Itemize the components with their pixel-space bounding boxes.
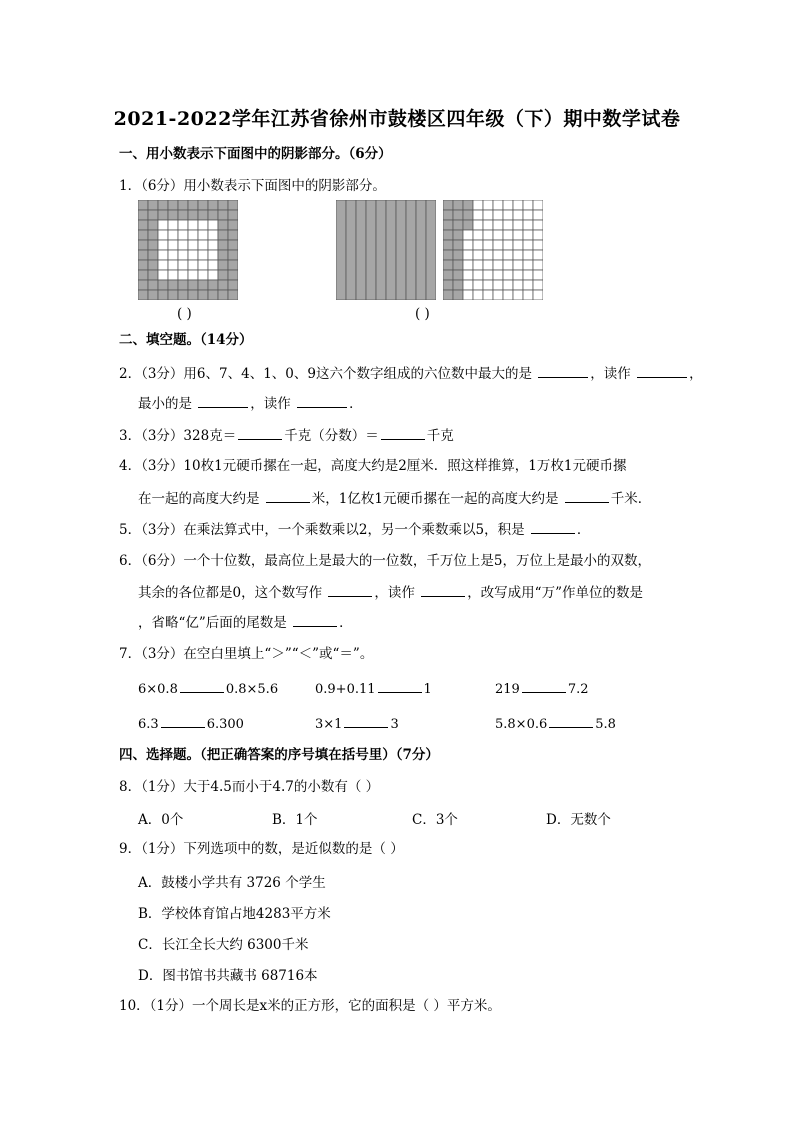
grid-cell <box>148 230 158 240</box>
grid-cell <box>198 250 208 260</box>
strip-cell <box>406 200 416 300</box>
grid-cell <box>443 220 453 230</box>
grid-cell <box>523 230 533 240</box>
grid-cell <box>483 250 493 260</box>
question-6-line3 <box>138 612 353 633</box>
q3-text-a: 3．（3分）328克＝ <box>119 428 237 444</box>
compare-blank[interactable] <box>378 678 422 693</box>
grid-cell <box>443 210 453 220</box>
compare-item <box>315 713 399 732</box>
answer-paren-left[interactable]: ( ) <box>177 306 192 322</box>
grid-cell <box>483 270 493 280</box>
grid-cell <box>228 270 238 280</box>
grid-cell <box>523 260 533 270</box>
strip-cell <box>356 200 366 300</box>
grid-cell <box>493 270 503 280</box>
grid-cell <box>503 290 513 300</box>
grid-cell <box>178 280 188 290</box>
grid-cell <box>533 280 543 290</box>
grid-cell <box>158 260 168 270</box>
grid-cell <box>523 210 533 220</box>
grid-cell <box>513 220 523 230</box>
option-a[interactable]: A．0个 <box>138 812 184 828</box>
strip-cell <box>376 200 386 300</box>
page-title: 2021-2022学年江苏省徐州市鼓楼区四年级（下）期中数学试卷 <box>113 108 681 130</box>
grid-cell <box>138 260 148 270</box>
q5-text-a: 5．（3分）在乘法算式中，一个乘数乘以2，另一个乘数乘以5，积是 <box>119 522 525 538</box>
grid-cell <box>523 200 533 210</box>
grid-cell <box>168 250 178 260</box>
answer-blank[interactable] <box>531 519 575 534</box>
question-6-line1: 6．（6分）一个十位数，最高位上是最大的一位数，千万位上是5，万位上是最小的双数， <box>119 553 652 569</box>
grid-cell <box>473 240 483 250</box>
compare-left: 6.3 <box>138 717 159 732</box>
grid-cell <box>148 210 158 220</box>
grid-cell <box>138 220 148 230</box>
grid-cell <box>513 210 523 220</box>
strip-cell <box>346 200 356 300</box>
grid-cell <box>473 220 483 230</box>
grid-cell <box>463 270 473 280</box>
grid-cell <box>198 220 208 230</box>
grid-cell <box>483 290 493 300</box>
grid-cell <box>198 270 208 280</box>
grid-cell <box>188 250 198 260</box>
grid-cell <box>208 200 218 210</box>
q2-text-e: ，读作 <box>250 396 291 412</box>
grid-cell <box>178 270 188 280</box>
grid-cell <box>228 240 238 250</box>
question-5 <box>119 519 590 540</box>
compare-right: 0.8×5.6 <box>225 682 279 697</box>
grid-cell <box>218 200 228 210</box>
grid-cell <box>138 250 148 260</box>
grid-cell <box>168 200 178 210</box>
strip-cell <box>336 200 346 300</box>
grid-cell <box>443 250 453 260</box>
grid-cell <box>513 270 523 280</box>
q5-text-b: ． <box>576 522 591 538</box>
compare-blank[interactable] <box>161 713 205 728</box>
grid-cell <box>138 270 148 280</box>
grid-cell <box>198 230 208 240</box>
grid-cell <box>218 290 228 300</box>
answer-blank[interactable] <box>565 488 609 503</box>
compare-item <box>138 713 244 732</box>
figure-grid-border <box>138 200 238 300</box>
grid-cell <box>178 210 188 220</box>
q3-text-c: 千克 <box>426 428 454 444</box>
grid-cell <box>533 290 543 300</box>
q4-text-a: 在一起的高度大约是 <box>138 491 260 507</box>
q2-text-c: ， <box>689 366 703 382</box>
compare-left: 0.9+0.11 <box>315 682 376 697</box>
grid-cell <box>503 270 513 280</box>
compare-left: 219 <box>495 682 520 697</box>
grid-cell <box>148 260 158 270</box>
grid-cell <box>513 290 523 300</box>
grid-cell <box>208 210 218 220</box>
grid-cell <box>218 240 228 250</box>
grid-cell <box>148 220 158 230</box>
grid-cell <box>493 230 503 240</box>
grid-cell <box>453 260 463 270</box>
grid-cell <box>463 200 473 210</box>
grid-cell <box>168 270 178 280</box>
grid-cell <box>228 260 238 270</box>
compare-right: 3 <box>390 717 399 732</box>
grid-cell <box>473 200 483 210</box>
grid-cell <box>443 240 453 250</box>
answer-blank[interactable] <box>637 363 687 378</box>
question-3 <box>119 425 454 446</box>
grid-cell <box>443 230 453 240</box>
option-a[interactable]: A．鼓楼小学共有 3726 个学生 <box>138 875 326 891</box>
answer-blank[interactable] <box>421 582 465 597</box>
grid-cell <box>483 260 493 270</box>
grid-cell <box>463 250 473 260</box>
option-c[interactable]: C．3个 <box>412 812 458 828</box>
compare-blank[interactable] <box>344 713 388 728</box>
grid-cell <box>228 210 238 220</box>
grid-cell <box>453 290 463 300</box>
question-6-line2 <box>138 582 643 603</box>
grid-cell <box>463 230 473 240</box>
grid-cell <box>158 250 168 260</box>
q4-text-b: 米，1亿枚1元硬币摞在一起的高度大约是 <box>311 491 559 507</box>
q6-text-d: ，省略“亿”后面的尾数是 <box>138 615 287 631</box>
compare-left: 5.8×0.6 <box>495 717 548 732</box>
grid-cell <box>138 290 148 300</box>
grid-cell <box>493 200 503 210</box>
grid-cell <box>158 290 168 300</box>
grid-cell <box>218 230 228 240</box>
strip-cell <box>366 200 376 300</box>
answer-blank[interactable] <box>297 393 347 408</box>
grid-cell <box>228 280 238 290</box>
option-c[interactable]: C．长江全长大约 6300千米 <box>138 937 309 953</box>
grid-cell <box>463 220 473 230</box>
grid-cell <box>513 280 523 290</box>
grid-cell <box>473 260 483 270</box>
grid-cell <box>493 250 503 260</box>
grid-cell <box>493 290 503 300</box>
grid-cell <box>533 200 543 210</box>
section-heading-1: 一、用小数表示下面图中的阴影部分。（6分） <box>119 146 392 162</box>
answer-blank[interactable] <box>328 582 372 597</box>
question-1-text: 1．（6分）用小数表示下面图中的阴影部分。 <box>119 178 386 194</box>
grid-cell <box>483 210 493 220</box>
grid-cell <box>443 270 453 280</box>
grid-cell <box>523 240 533 250</box>
grid-cell <box>188 230 198 240</box>
grid-cell <box>483 200 493 210</box>
grid-cell <box>168 260 178 270</box>
grid-cell <box>513 230 523 240</box>
grid-cell <box>198 210 208 220</box>
answer-blank[interactable] <box>266 488 310 503</box>
grid-cell <box>463 290 473 300</box>
grid-cell <box>503 200 513 210</box>
grid-cell <box>533 270 543 280</box>
option-b[interactable]: B．学校体育馆占地4283平方米 <box>138 906 331 922</box>
grid-cell <box>533 210 543 220</box>
grid-cell <box>533 240 543 250</box>
compare-item <box>138 678 278 697</box>
grid-cell <box>208 290 218 300</box>
grid-cell <box>198 240 208 250</box>
grid-cell <box>463 280 473 290</box>
grid-cell <box>443 200 453 210</box>
grid-cell <box>158 200 168 210</box>
compare-left: 3×1 <box>315 717 343 732</box>
grid-cell <box>533 260 543 270</box>
question-10-text: 10．（1分）一个周长是x米的正方形，它的面积是（ ）平方米。 <box>119 998 501 1014</box>
strip-cell <box>426 200 436 300</box>
grid-cell <box>533 220 543 230</box>
grid-cell <box>188 290 198 300</box>
grid-cell <box>453 270 463 280</box>
grid-cell <box>178 250 188 260</box>
grid-cell <box>453 220 463 230</box>
grid-cell <box>158 270 168 280</box>
grid-cell <box>483 280 493 290</box>
q4-text-c: 千米． <box>610 491 652 507</box>
grid-cell <box>178 290 188 300</box>
answer-blank[interactable] <box>381 425 425 440</box>
grid-cell <box>513 240 523 250</box>
grid-cell <box>138 240 148 250</box>
grid-cell <box>198 200 208 210</box>
grid-cell <box>178 260 188 270</box>
grid-cell <box>198 260 208 270</box>
strip-cell <box>416 200 426 300</box>
grid-cell <box>228 250 238 260</box>
grid-cell <box>453 200 463 210</box>
grid-cell <box>503 280 513 290</box>
strip-cell <box>386 200 396 300</box>
grid-cell <box>513 250 523 260</box>
grid-cell <box>158 210 168 220</box>
grid-cell <box>188 260 198 270</box>
grid-cell <box>148 280 158 290</box>
grid-cell <box>493 280 503 290</box>
grid-cell <box>188 280 198 290</box>
option-b[interactable]: B．1个 <box>272 812 318 828</box>
grid-cell <box>463 260 473 270</box>
figure-grid-partial <box>443 200 543 300</box>
compare-item <box>495 678 589 697</box>
grid-cell <box>198 280 208 290</box>
grid-cell <box>168 240 178 250</box>
grid-cell <box>483 220 493 230</box>
question-4-line2 <box>138 488 651 509</box>
grid-cell <box>218 280 228 290</box>
answer-blank[interactable] <box>238 425 282 440</box>
grid-cell <box>218 220 228 230</box>
answer-paren-right[interactable]: ( ) <box>415 306 430 322</box>
grid-cell <box>523 290 533 300</box>
q2-text-d: 最小的是 <box>138 396 192 412</box>
question-8-text: 8．（1分）大于4.5而小于4.7的小数有（ ） <box>119 779 380 795</box>
q6-text-c: ，改写成用“万”作单位的数是 <box>467 585 643 601</box>
grid-cell <box>493 240 503 250</box>
question-4-line1: 4．（3分）10枚1元硬币摞在一起，高度大约是2厘米．照这样推算，1万枚1元硬币摞 <box>119 458 627 474</box>
grid-cell <box>168 230 178 240</box>
grid-cell <box>443 280 453 290</box>
grid-cell <box>168 280 178 290</box>
grid-cell <box>148 290 158 300</box>
question-7-text: 7．（3分）在空白里填上“＞”“＜”或“＝”。 <box>119 646 374 662</box>
grid-cell <box>168 210 178 220</box>
grid-cell <box>473 270 483 280</box>
grid-cell <box>463 210 473 220</box>
grid-cell <box>473 280 483 290</box>
q6-text-e: ． <box>339 615 353 631</box>
grid-cell <box>178 200 188 210</box>
grid-cell <box>453 210 463 220</box>
grid-cell <box>218 210 228 220</box>
q2-text-b: ，读作 <box>590 366 631 382</box>
grid-cell <box>188 240 198 250</box>
grid-cell <box>188 210 198 220</box>
grid-cell <box>503 260 513 270</box>
grid-cell <box>148 270 158 280</box>
grid-cell <box>138 280 148 290</box>
compare-item <box>315 678 432 697</box>
q6-text-a: 其余的各位都是0，这个数写作 <box>138 585 323 601</box>
grid-cell <box>228 200 238 210</box>
answer-blank[interactable] <box>538 363 588 378</box>
grid-cell <box>168 290 178 300</box>
compare-left: 6×0.8 <box>138 682 178 697</box>
grid-cell <box>483 230 493 240</box>
grid-cell <box>178 240 188 250</box>
grid-cell <box>503 230 513 240</box>
grid-cell <box>158 230 168 240</box>
grid-cell <box>533 230 543 240</box>
compare-right: 7.2 <box>567 682 589 697</box>
grid-cell <box>453 240 463 250</box>
grid-cell <box>463 240 473 250</box>
q3-text-b: 千克（分数）＝ <box>284 428 379 444</box>
grid-cell <box>513 260 523 270</box>
compare-blank[interactable] <box>180 678 224 693</box>
grid-cell <box>443 260 453 270</box>
grid-cell <box>228 290 238 300</box>
grid-cell <box>208 240 218 250</box>
question-2-line1 <box>119 363 703 384</box>
grid-cell <box>158 280 168 290</box>
grid-cell <box>228 230 238 240</box>
compare-blank[interactable] <box>549 713 593 728</box>
grid-cell <box>503 210 513 220</box>
grid-cell <box>493 220 503 230</box>
grid-cell <box>208 280 218 290</box>
compare-right: 6.300 <box>206 717 244 732</box>
compare-right: 5.8 <box>595 717 616 732</box>
grid-cell <box>208 250 218 260</box>
grid-cell <box>148 200 158 210</box>
compare-item <box>495 713 616 732</box>
grid-cell <box>503 250 513 260</box>
grid-cell <box>188 200 198 210</box>
section-heading-4: 四、选择题。（把正确答案的序号填在括号里）（7分） <box>119 747 439 763</box>
grid-cell <box>493 260 503 270</box>
grid-cell <box>523 280 533 290</box>
option-d[interactable]: D．图书馆书共藏书 68716本 <box>138 968 318 984</box>
grid-cell <box>138 210 148 220</box>
grid-cell <box>228 220 238 230</box>
grid-cell <box>208 270 218 280</box>
grid-cell <box>138 200 148 210</box>
grid-cell <box>503 240 513 250</box>
grid-cell <box>148 240 158 250</box>
grid-cell <box>168 220 178 230</box>
compare-right: 1 <box>423 682 432 697</box>
grid-cell <box>453 250 463 260</box>
grid-cell <box>188 270 198 280</box>
grid-cell <box>473 250 483 260</box>
grid-cell <box>473 230 483 240</box>
grid-cell <box>473 290 483 300</box>
grid-cell <box>198 290 208 300</box>
grid-cell <box>158 240 168 250</box>
grid-cell <box>218 250 228 260</box>
q2-text-a: 2．（3分）用6、7、4、1、0、9这六个数字组成的六位数中最大的是 <box>119 366 532 382</box>
question-9-text: 9．（1分）下列选项中的数，是近似数的是（ ） <box>119 841 404 857</box>
grid-cell <box>218 260 228 270</box>
q2-text-f: ． <box>349 396 363 412</box>
grid-cell <box>208 230 218 240</box>
figure-strips <box>336 200 436 300</box>
compare-blank[interactable] <box>522 678 566 693</box>
section-heading-2: 二、填空题。（14分） <box>119 332 253 348</box>
grid-cell <box>138 230 148 240</box>
grid-cell <box>208 220 218 230</box>
grid-cell <box>443 290 453 300</box>
grid-cell <box>513 200 523 210</box>
grid-cell <box>493 210 503 220</box>
answer-blank[interactable] <box>293 612 337 627</box>
grid-cell <box>473 210 483 220</box>
grid-cell <box>218 270 228 280</box>
option-d[interactable]: D．无数个 <box>546 812 611 828</box>
grid-cell <box>453 230 463 240</box>
grid-cell <box>523 250 533 260</box>
strip-cell <box>396 200 406 300</box>
answer-blank[interactable] <box>198 393 248 408</box>
grid-cell <box>208 260 218 270</box>
grid-cell <box>533 250 543 260</box>
grid-cell <box>178 230 188 240</box>
grid-cell <box>453 280 463 290</box>
question-2-line2 <box>138 393 363 414</box>
grid-cell <box>523 220 533 230</box>
grid-cell <box>503 220 513 230</box>
grid-cell <box>158 220 168 230</box>
grid-cell <box>523 270 533 280</box>
grid-cell <box>178 220 188 230</box>
q6-text-b: ，读作 <box>374 585 415 601</box>
grid-cell <box>483 240 493 250</box>
grid-cell <box>188 220 198 230</box>
grid-cell <box>148 250 158 260</box>
